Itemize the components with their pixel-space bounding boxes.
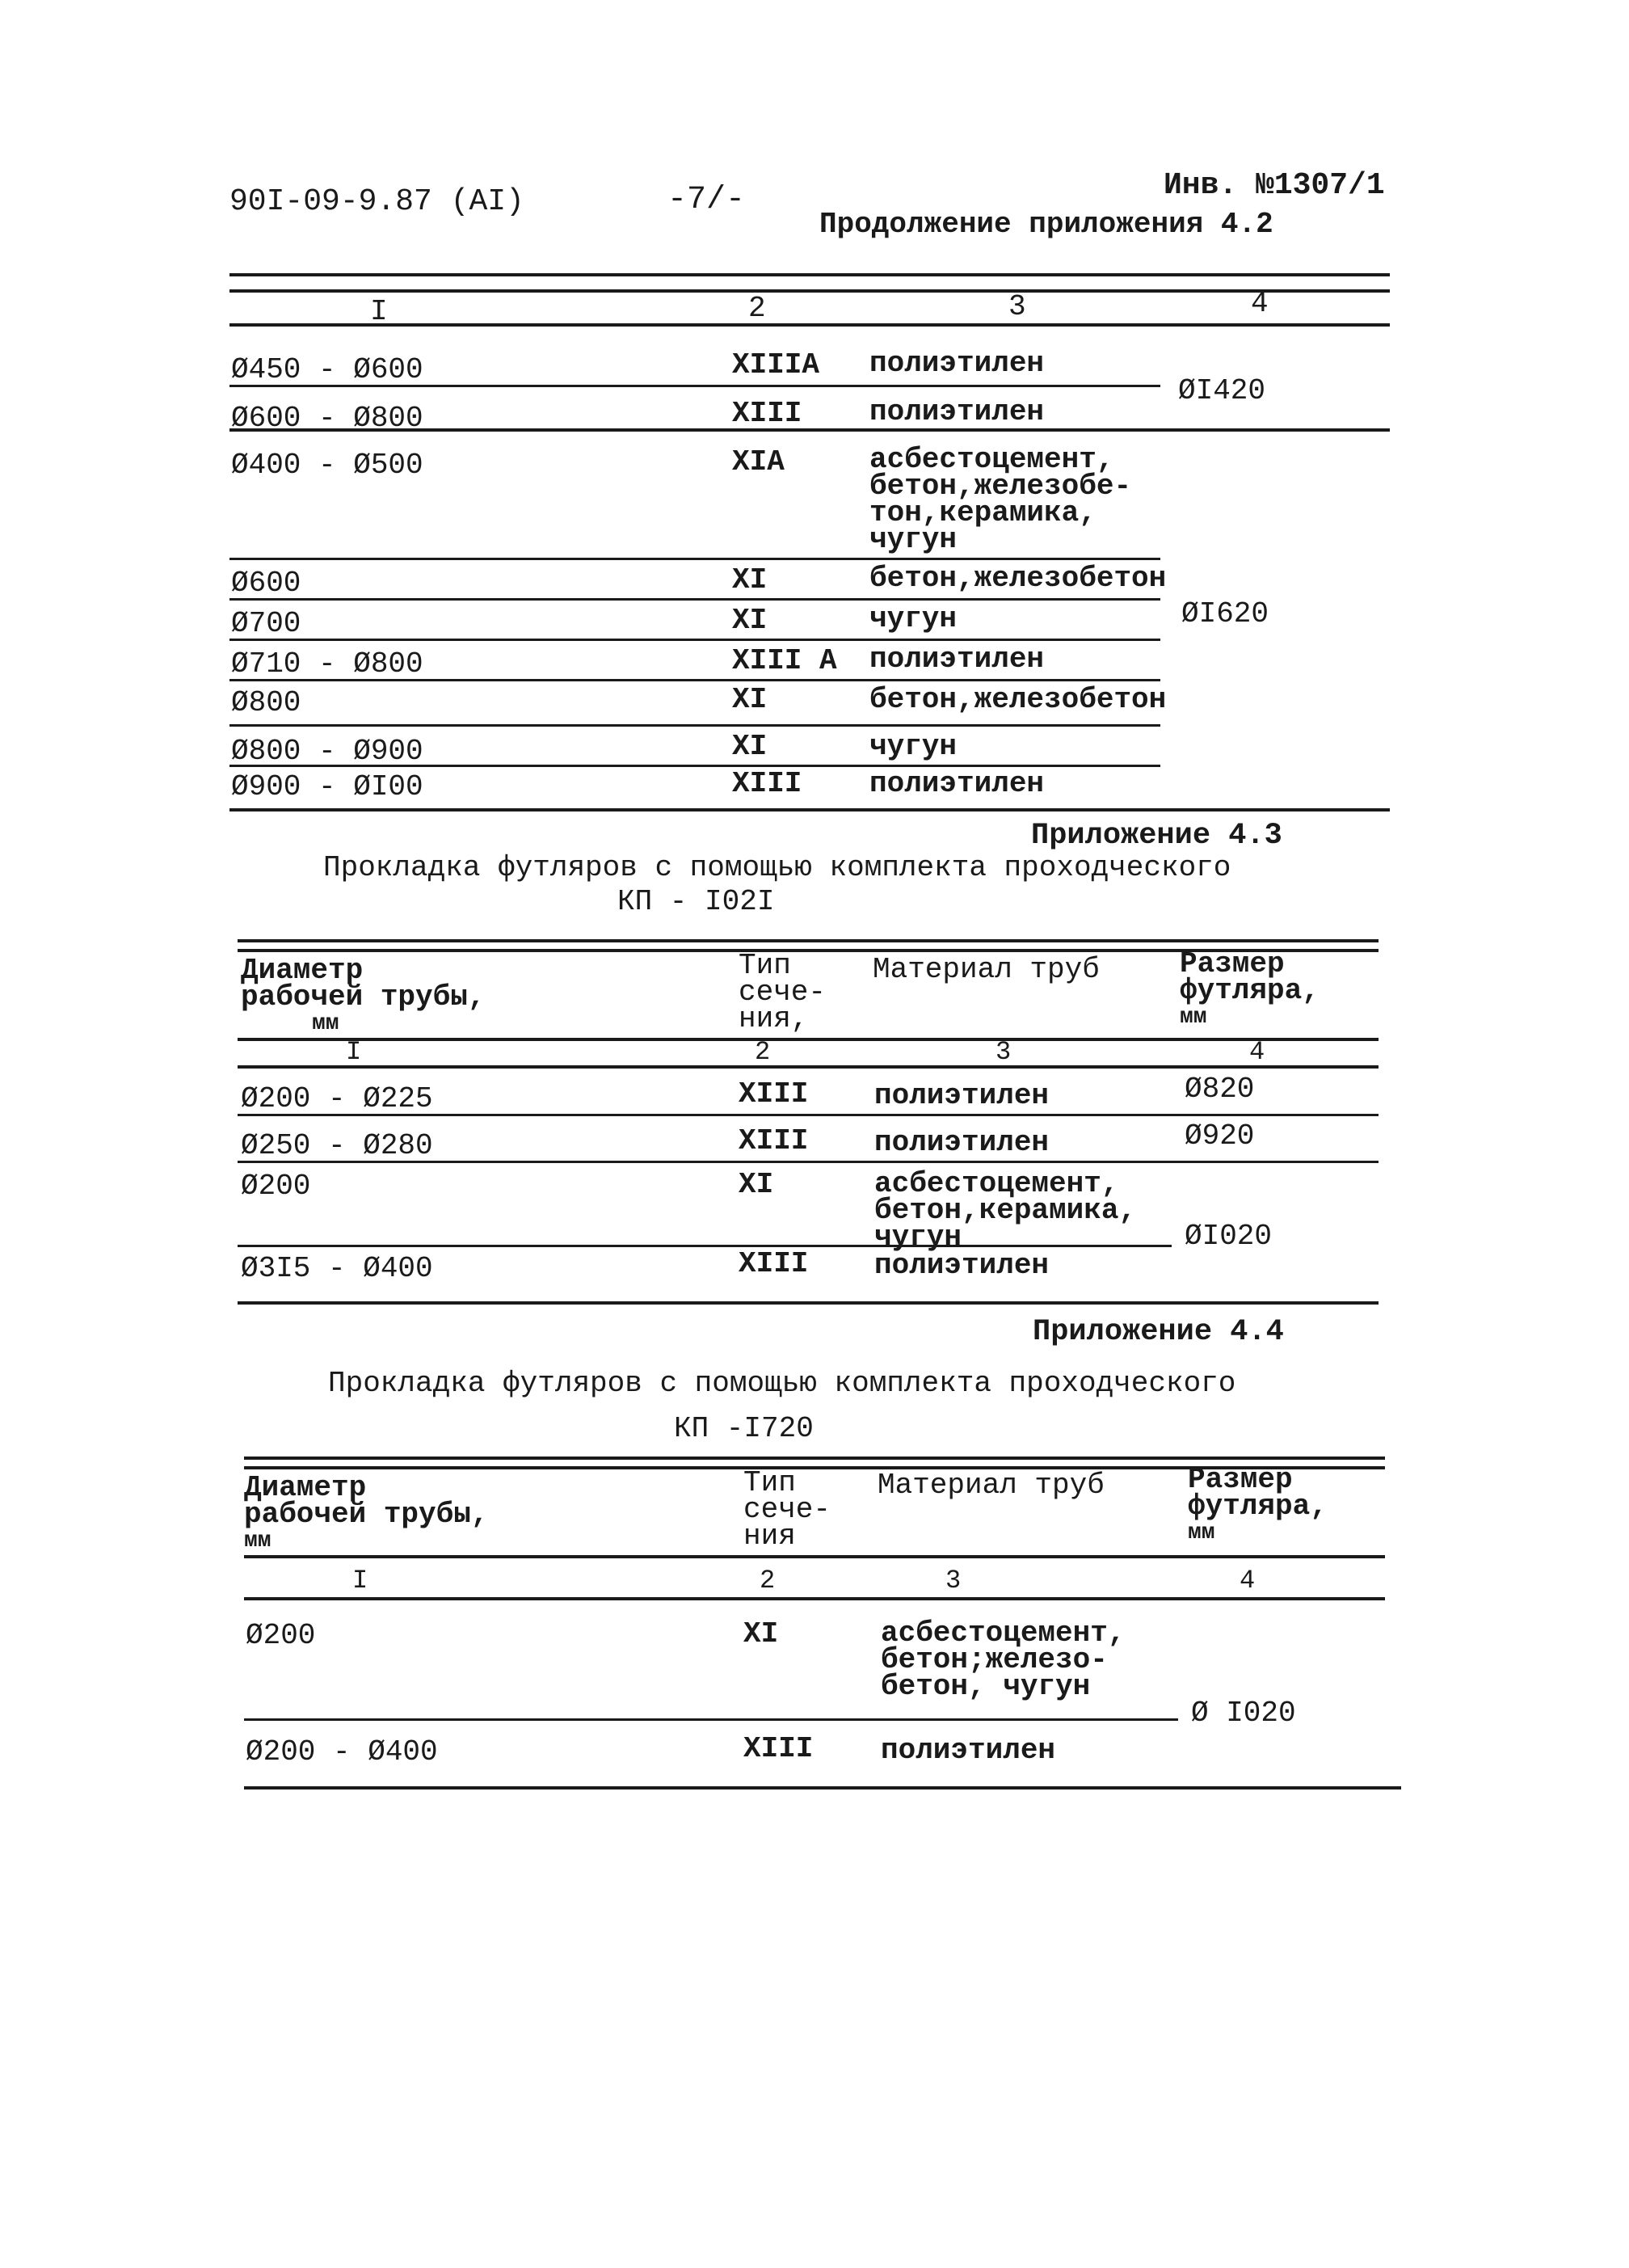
case-size-cell: ØI420 xyxy=(1178,374,1266,407)
diameter-cell: Ø700 xyxy=(231,607,301,640)
header-diameter: Диаметр рабочей трубы, мм xyxy=(244,1471,489,1553)
table-rule xyxy=(229,385,1160,387)
material-cell: полиэтилен xyxy=(869,643,1045,676)
header-case-size: Размер футляра, мм xyxy=(1188,1463,1328,1545)
page-number: -7/- xyxy=(667,182,746,218)
header-case-size: Размер футляра, мм xyxy=(1180,947,1320,1030)
type-cell: XI xyxy=(732,730,768,763)
column-number-3: 3 xyxy=(996,1037,1012,1067)
column-number-4: 4 xyxy=(1251,287,1269,320)
material-cell: полиэтилен xyxy=(874,1249,1050,1282)
table-rule xyxy=(238,1301,1379,1305)
column-number-2: 2 xyxy=(748,292,766,325)
header-material: Материал труб xyxy=(873,953,1100,986)
case-size-cell: Ø820 xyxy=(1185,1073,1255,1106)
type-cell: XIII xyxy=(732,767,802,800)
material-cell: полиэтилен xyxy=(869,395,1045,428)
diameter-cell: Ø800 xyxy=(231,686,301,719)
appendix-4-3-title: Прокладка футляров с помощью комплекта проходческого xyxy=(323,851,1231,884)
material-cell: полиэтилен xyxy=(874,1126,1050,1159)
table-rule xyxy=(244,1718,1178,1721)
table-rule xyxy=(238,1065,1379,1069)
type-cell: XIA xyxy=(732,445,785,478)
table-rule xyxy=(238,1161,1379,1163)
table-rule xyxy=(229,323,1390,327)
material-cell: полиэтилен xyxy=(869,347,1045,380)
type-cell: XIII xyxy=(732,397,802,430)
type-cell: XI xyxy=(732,683,768,716)
material-cell: бетон,железобетон xyxy=(869,562,1167,595)
column-number-3: 3 xyxy=(1008,290,1026,323)
type-cell: XIIIA xyxy=(732,348,820,382)
table-rule xyxy=(229,639,1160,641)
type-cell: XIII xyxy=(743,1732,814,1765)
diameter-cell: Ø250 - Ø280 xyxy=(241,1129,433,1162)
type-cell: XIII xyxy=(739,1077,809,1111)
case-size-cell: ØI620 xyxy=(1181,597,1269,630)
appendix-4-4-title: Прокладка футляров с помощью комплекта проходческого xyxy=(328,1367,1236,1400)
diameter-cell: Ø800 - Ø900 xyxy=(231,735,423,768)
column-number-1: I xyxy=(352,1566,368,1596)
column-number-2: 2 xyxy=(760,1566,776,1596)
column-number-1: I xyxy=(346,1037,362,1067)
material-cell: полиэтилен xyxy=(869,767,1045,800)
column-number-4: 4 xyxy=(1240,1566,1256,1596)
table-rule xyxy=(229,679,1160,681)
appendix-4-4-machine: КП -I720 xyxy=(674,1412,814,1445)
appendix-4-3-machine: КП - I02I xyxy=(617,885,775,918)
header-section-type: Тип сече- ния xyxy=(743,1466,831,1553)
column-number-1: I xyxy=(370,295,388,328)
diameter-cell: Ø600 xyxy=(231,567,301,600)
appendix-4-4-label: Приложение 4.4 xyxy=(1033,1315,1284,1349)
material-cell: полиэтилен xyxy=(874,1079,1050,1112)
table-rule xyxy=(238,1114,1379,1116)
type-cell: XI xyxy=(732,604,768,637)
case-size-cell: ØI020 xyxy=(1185,1220,1273,1253)
table-rule xyxy=(244,1597,1385,1600)
continuation-title: Продолжение приложения 4.2 xyxy=(819,208,1273,241)
type-cell: XIII A xyxy=(732,644,837,677)
table-rule xyxy=(238,1038,1379,1041)
type-cell: XI xyxy=(743,1617,779,1650)
column-number-3: 3 xyxy=(945,1566,962,1596)
case-size-cell: Ø I020 xyxy=(1191,1697,1296,1730)
material-cell: асбестоцемент, бетон,железобе- тон,керамика, чугун xyxy=(869,443,1132,556)
table-rule xyxy=(238,1245,1172,1247)
table-rule xyxy=(229,724,1160,727)
table-rule xyxy=(229,428,1390,432)
type-cell: XIII xyxy=(739,1247,809,1280)
material-cell: чугун xyxy=(869,730,958,763)
header-diameter: Диаметр рабочей трубы, мм xyxy=(241,954,486,1036)
type-cell: XI xyxy=(739,1168,774,1201)
table-rule xyxy=(229,808,1390,812)
appendix-4-3-label: Приложение 4.3 xyxy=(1031,819,1282,853)
table-rule xyxy=(229,558,1160,560)
table-rule xyxy=(244,1555,1385,1558)
diameter-cell: Ø450 - Ø600 xyxy=(231,353,423,386)
diameter-cell: Ø600 - Ø800 xyxy=(231,402,423,435)
table-rule xyxy=(229,273,1390,276)
diameter-cell: Ø900 - ØI00 xyxy=(231,770,423,803)
header-section-type: Тип сече- ния, xyxy=(739,949,827,1035)
case-size-cell: Ø920 xyxy=(1185,1119,1255,1153)
type-cell: XIII xyxy=(739,1124,809,1157)
material-cell: бетон,железобетон xyxy=(869,683,1167,716)
material-cell: полиэтилен xyxy=(881,1734,1056,1767)
table-rule xyxy=(229,598,1160,601)
diameter-cell: Ø400 - Ø500 xyxy=(231,449,423,482)
material-cell: асбестоцемент, бетон,керамика, чугун xyxy=(874,1167,1137,1254)
header-material: Материал труб xyxy=(878,1469,1105,1502)
diameter-cell: Ø200 - Ø225 xyxy=(241,1082,433,1115)
column-number-2: 2 xyxy=(755,1037,771,1067)
table-rule xyxy=(244,1786,1401,1790)
type-cell: XI xyxy=(732,563,768,597)
diameter-cell: Ø710 - Ø800 xyxy=(231,647,423,681)
table-rule xyxy=(229,289,1390,293)
inventory-number: Инв. №1307/1 xyxy=(1164,168,1385,203)
document-code: 90I-09-9.87 (AI) xyxy=(229,184,524,219)
diameter-cell: Ø3I5 - Ø400 xyxy=(241,1252,433,1285)
table-rule xyxy=(244,1456,1385,1460)
column-number-4: 4 xyxy=(1249,1037,1265,1067)
diameter-cell: Ø200 xyxy=(246,1619,316,1652)
material-cell: асбестоцемент, бетон;железо- бетон, чугун xyxy=(881,1617,1126,1703)
table-rule xyxy=(238,939,1379,942)
diameter-cell: Ø200 - Ø400 xyxy=(246,1735,438,1768)
diameter-cell: Ø200 xyxy=(241,1170,311,1203)
material-cell: чугун xyxy=(869,602,958,635)
